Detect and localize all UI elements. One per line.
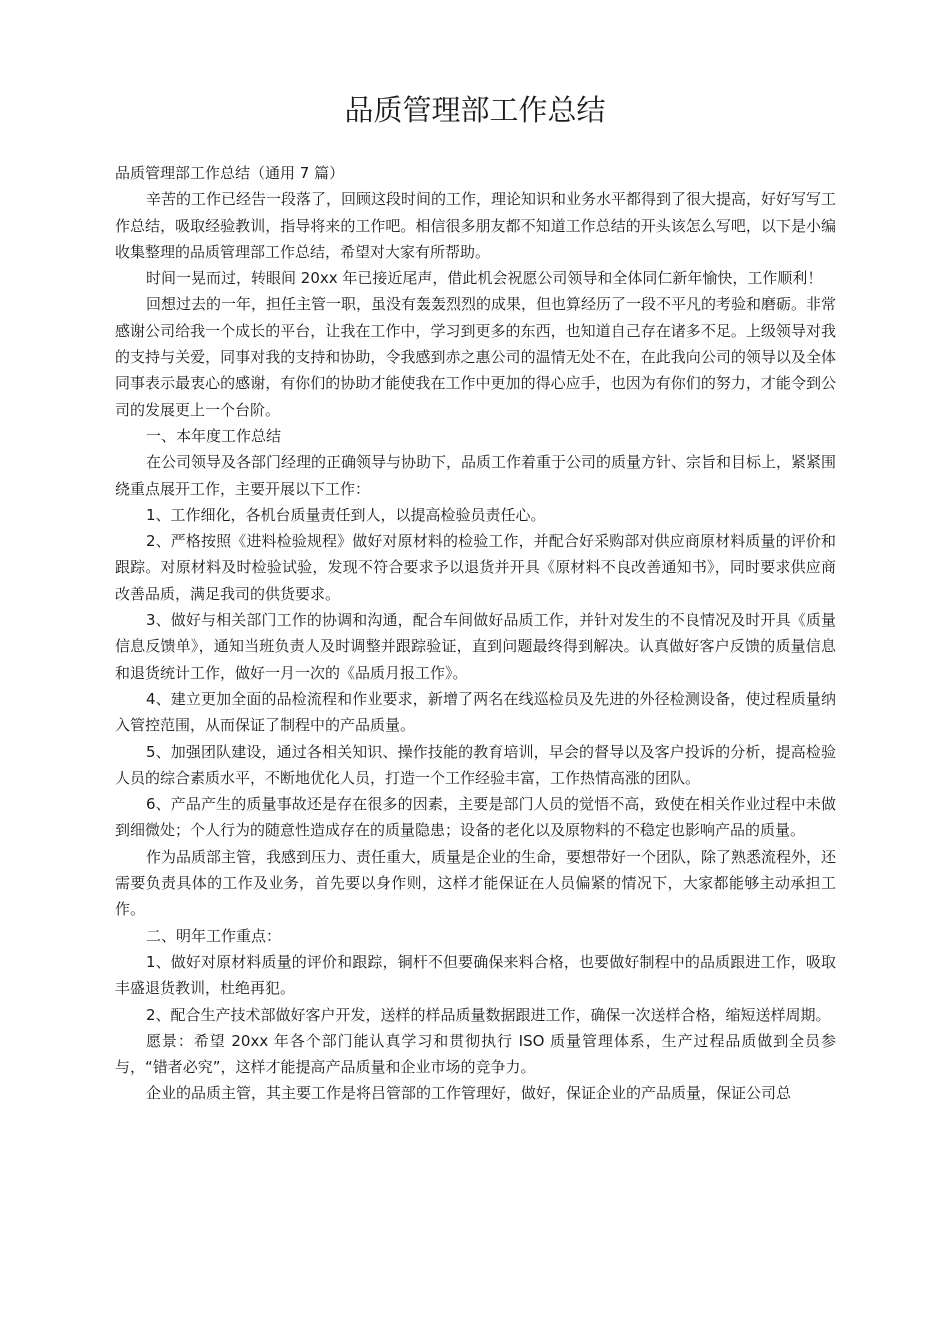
list-item: 1、做好对原材料质量的评价和跟踪，铜杆不但要确保来料合格，也要做好制程中的品质跟进工作，吸取丰盛退货教训，杜绝再犯。 xyxy=(115,952,836,998)
section-heading: 二、明年工作重点： xyxy=(146,926,282,945)
paragraph: 在公司领导及各部门经理的正确领导与协助下，品质工作着重于公司的质量方针、宗旨和目标上，紧紧围绕重点展开工作，主要开展以下工作： xyxy=(115,453,837,498)
paragraph: 回想过去的一年，担任主管一职，虽没有轰轰烈烈的成果，但也算经历了一段不平凡的考验和磨砺。非常感谢公司给我一个成长的平台，让我在工作中，学习到更多的东西，也知道自己存在诸多不足。上级领导对我的支持与关爱，同事对我的支持和协助，令我感到赤之惠公司的温情无处不在，在此我向公司的领导以及全体同事表示最衷心的感谢，有你们的协助才能使我在工作中更加的得心应手，也因为有你们的努力，才能令到公司的发展更上一个台阶。 xyxy=(115,295,837,419)
document-subtitle: 品质管理部工作总结（通用 7 篇） xyxy=(115,164,345,182)
paragraph: 时间一晃而过，转眼间 20xx 年已接近尾声，借此机会祝愿公司领导和全体同仁新年愉快，工作顺利！ xyxy=(146,269,823,288)
paragraph: 企业的品质主管，其主要工作是将吕管部的工作管理好，做好，保证企业的产品质量，保证公司总 xyxy=(146,1084,792,1103)
list-item: 6、产品产生的质量事故还是存在很多的因素，主要是部门人员的觉悟不高，致使在相关作业过程中未做到细微处；个人行为的随意性造成存在的质量隐患；设备的老化以及原物料的不稳定也影响产品的质量。 xyxy=(115,795,836,840)
list-item: 1、工作细化，各机台质量责任到人，以提高检验员责任心。 xyxy=(146,505,546,524)
paragraph: 作为品质部主管，我感到压力、责任重大，质量是企业的生命，要想带好一个团队，除了熟悉流程外，还需要负责具体的工作及业务，首先要以身作则，这样才能保证在人员偏紧的情况下，大家都能够主动承担工作。 xyxy=(115,847,837,919)
section-heading: 一、本年度工作总结 xyxy=(146,426,282,445)
list-item: 2、配合生产技术部做好客户开发，送样的样品质量数据跟进工作，确保一次送样合格，缩短送样周期。 xyxy=(146,1005,831,1024)
list-item: 3、做好与相关部门工作的协调和沟通，配合车间做好品质工作，并针对发生的不良情况及时开具《质量信息反馈单》，通知当班负责人及时调整并跟踪验证，直到问题最终得到解决。认真做好客户反馈的质量信息和退货统计工作，做好一月一次的《品质月报工作》。 xyxy=(115,611,836,682)
list-item: 2、严格按照《进料检验规程》做好对原材料的检验工作，并配合好采购部对供应商原材料质量的评价和跟踪。对原材料及时检验试验，发现不符合要求予以退货并开具《原材料不良改善通知书》，同时要求供应商改善品质，满足我司的供货要求。 xyxy=(115,532,836,603)
paragraph: 愿景：希望 20xx 年各个部门能认真学习和贯彻执行 ISO 质量管理体系，生产过程品质做到全员参与，“错者必究”，这样才能提高产品质量和企业市场的竞争力。 xyxy=(115,1031,836,1077)
list-item: 5、加强团队建设，通过各相关知识、操作技能的教育培训，早会的督导以及客户投诉的分析，提高检验人员的综合素质水平，不断地优化人员，打造一个工作经验丰富，工作热情高涨的团队。 xyxy=(115,742,836,787)
list-item: 4、建立更加全面的品检流程和作业要求，新增了两名在线巡检员及先进的外径检测设备，使过程质量纳入管控范围，从而保证了制程中的产品质量。 xyxy=(115,689,836,735)
paragraph: 辛苦的工作已经告一段落了，回顾这段时间的工作，理论知识和业务水平都得到了很大提高，好好写写工作总结，吸取经验教训，指导将来的工作吧。相信很多朋友都不知道工作总结的开头该怎么写吧，以下是小编收集整理的品质管理部工作总结，希望对大家有所帮助。 xyxy=(115,190,837,261)
document-body xyxy=(115,160,836,1107)
document-title: 品质管理部工作总结 xyxy=(344,93,606,127)
